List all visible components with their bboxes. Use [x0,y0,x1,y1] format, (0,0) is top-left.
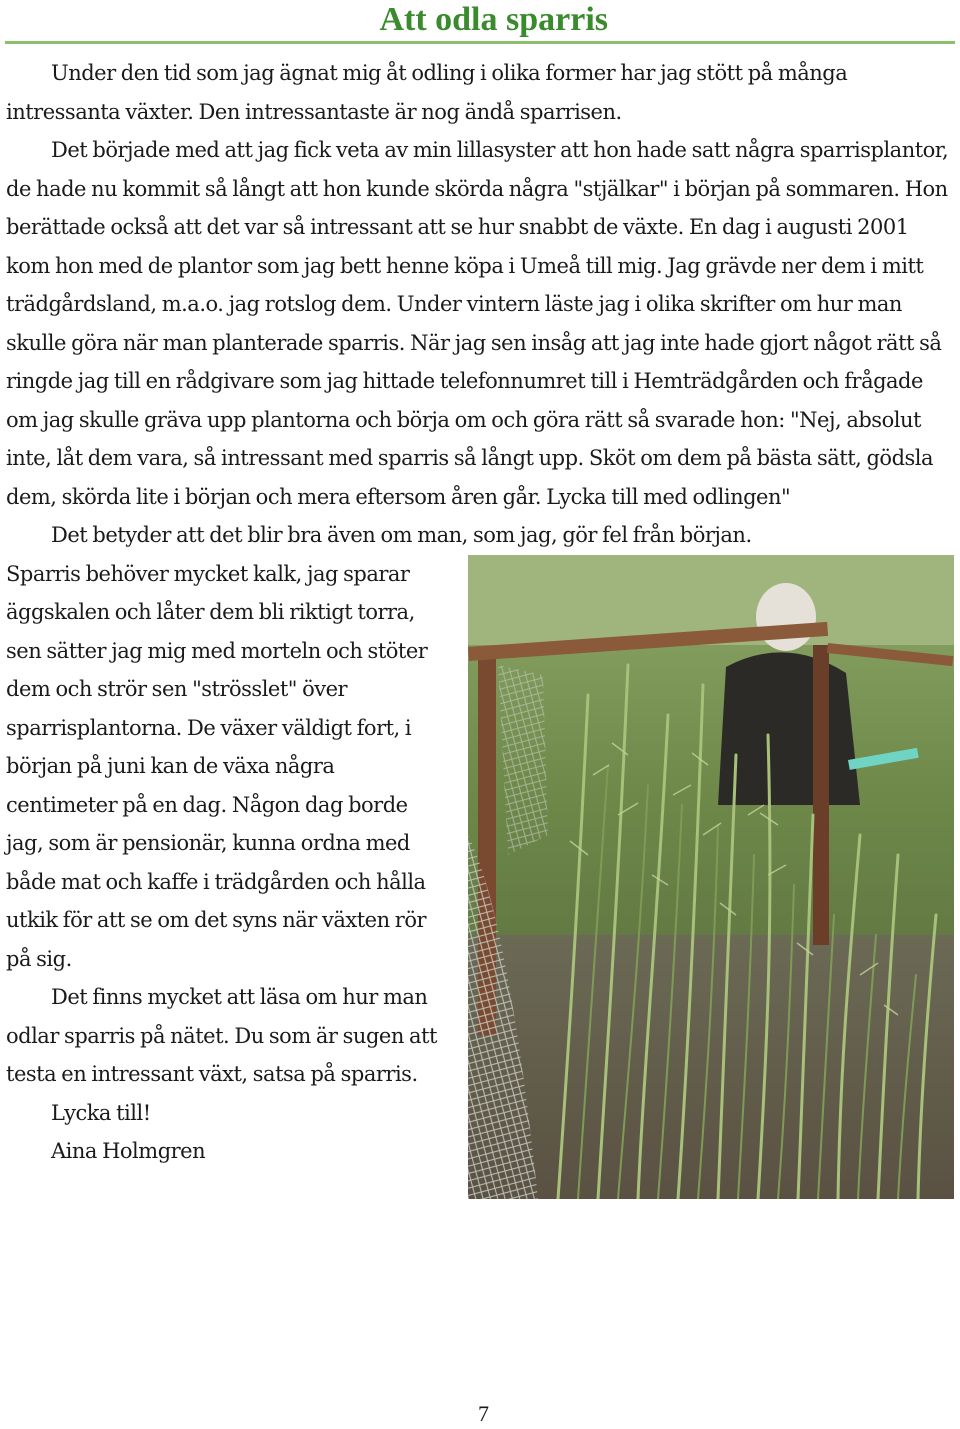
paragraph-calcium: Sparris behöver mycket kalk, jag sparar äggskalen och låter dem bli riktigt torra, sen sätter jag mig med morteln och stöter dem och strör sen "strösslet" över sparrisplantorna. De växer väldigt fort, i början på juni kan de växa några centimeter på en dag. Någon dag borde jag, som är pensionär, kunna ordna med både mat och kaffe i trädgården och hålla utkik för att se om det syns när växten rör på sig. [6,561,428,971]
title-divider [5,41,955,44]
paragraph-internet: Det finns mycket att läsa om hur man odlar sparris på nätet. Du som är sugen att testa en intressant växt, satsa på sparris. [6,985,437,1086]
closing-greeting: Lycka till! [51,1100,151,1125]
author-name: Aina Holmgren [51,1139,206,1163]
paragraph-conclusion: Det betyder att det blir bra även om man, som jag, gör fel från början. [51,523,752,547]
article-body [6,54,954,1199]
paragraph-intro: Under den tid som jag ägnat mig åt odling i olika former har jag stött på många intressanta växter. Den intressantaste är nog ändå sparrisen. [6,61,848,124]
page-title: Att odla sparris [379,1,608,38]
asparagus-garden-photo [468,555,954,1199]
page-number: 7 [478,1401,489,1426]
paragraph-story: Det började med att jag fick veta av min lillasyster att hon hade satt några sparrisplantor, de hade nu kommit så långt att hon kunde skörda några "stjälkar" i början på sommaren. Hon berättade också att det var så intressant att se hur snabbt de växte. En dag i augusti 2001 kom hon med de plantor som jag bett henne köpa i Umeå till mig. Jag grävde ner dem i mitt trädgårdsland, m.a.o. jag rotslog dem. Under vintern läste jag i olika skrifter om hur man skulle göra när man planterade sparris. När jag sen insåg att jag inte hade gjort något rätt så ringde jag till en rådgivare som jag hittade telefonnumret till i Hemträdgården och frågade om jag skulle gräva upp plantorna och börja om och göra rätt så svarade hon: "Nej, absolut inte, låt dem vara, så intressant med sparris så långt upp. Sköt om dem på bästa sätt, gödsla dem, skörda lite i början och mera eftersom åren går. Lycka till med odlingen" [6,138,949,509]
